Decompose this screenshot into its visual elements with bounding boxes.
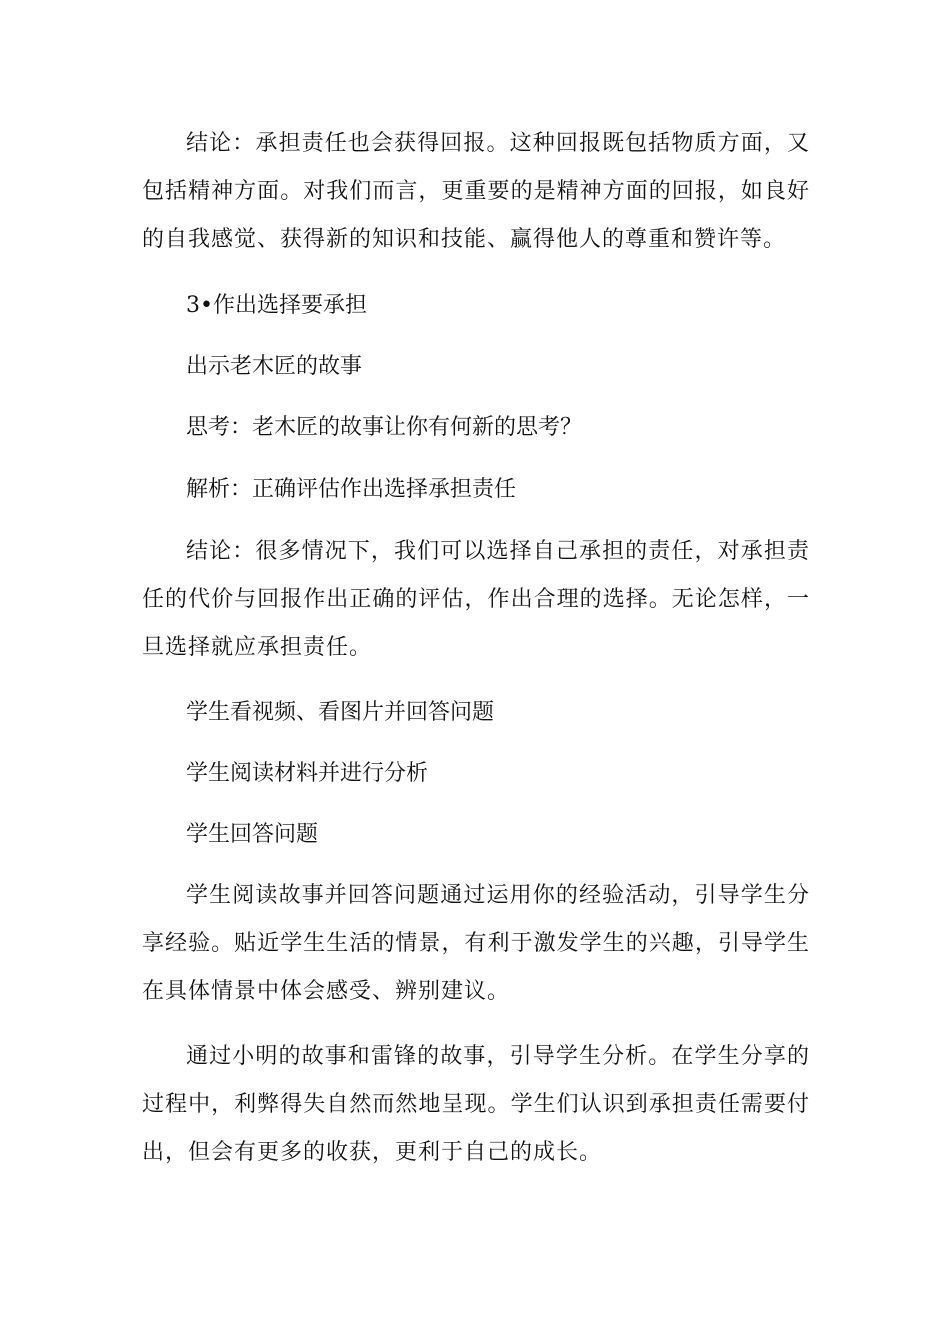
paragraph-experience: 学生阅读故事并回答问题通过运用你的经验活动，引导学生分享经验。贴近学生生活的情景，有利于激发学生的兴趣，引导学生在具体情景中体会感受、辨别建议。 [142, 883, 810, 1004]
paragraph-analysis: 解析：正确评估作出选择承担责任 [186, 477, 517, 502]
section-heading-choice: 3•作出选择要承担 [186, 293, 367, 318]
paragraph-student-read: 学生阅读材料并进行分析 [186, 761, 429, 786]
paragraph-carpenter-story: 出示老木匠的故事 [186, 354, 363, 379]
paragraph-student-video: 学生看视频、看图片并回答问题 [186, 700, 495, 725]
paragraph-think: 思考：老木匠的故事让你有何新的思考？ [186, 415, 583, 440]
paragraph-conclusion-choice: 结论：很多情况下，我们可以选择自己承担的责任，对承担责任的代价与回报作出正确的评估，作出合理的选择。无论怎样，一旦选择就应承担责任。 [142, 539, 810, 660]
paragraph-stories-analysis: 通过小明的故事和雷锋的故事，引导学生分析。在学生分享的过程中，利弊得失自然而然地呈现。学生们认识到承担责任需要付出，但会有更多的收获，更利于自己的成长。 [142, 1044, 810, 1165]
paragraph-student-answer: 学生回答问题 [186, 822, 319, 847]
paragraph-conclusion-reward: 结论：承担责任也会获得回报。这种回报既包括物质方面，又包括精神方面。对我们而言，更重要的是精神方面的回报，如良好的自我感觉、获得新的知识和技能、赢得他人的尊重和赞许等。 [142, 131, 810, 252]
